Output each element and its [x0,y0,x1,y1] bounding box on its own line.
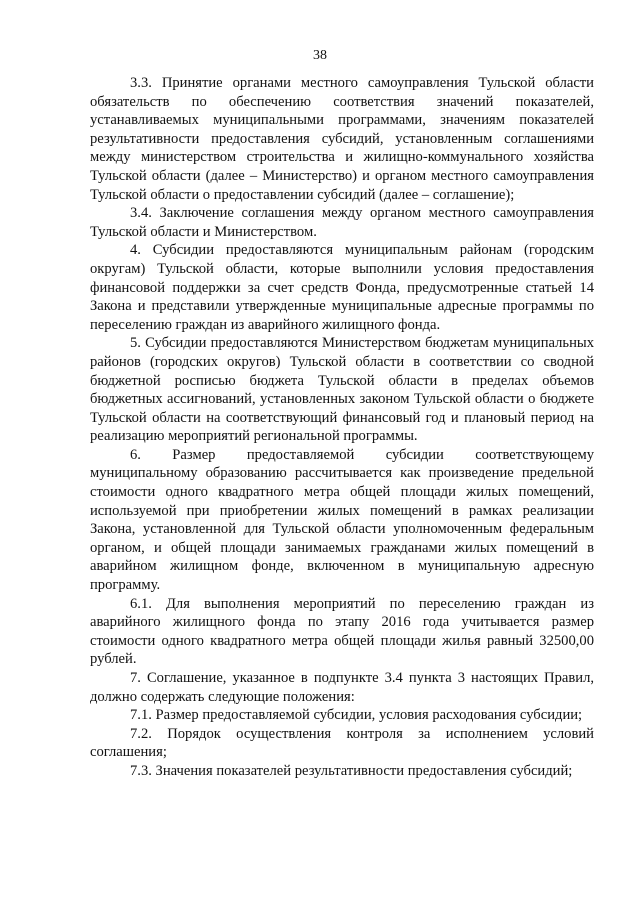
paragraph-7-1: 7.1. Размер предоставляемой субсидии, условия расходования субсидии; [130,707,583,724]
paragraph-5: 5. Субсидии предоставляются Министерством бюджетам муниципальных районов (городских округов) Тульской области в соответствии со сводной бюджетной росписью бюджета Тульской области в пределах объемов бюджетных ассигнований, установленных законом Тульской области о бюджете Тульской области на соответствующий финансовый год и плановый период на реализацию мероприятий региональной программы. [90,335,594,445]
paragraph-6-1: 6.1. Для выполнения мероприятий по переселению граждан из аварийного жилищного фонда по этапу 2016 года учитывается размер стоимости одного квадратного метра общей площади жилья равный 32500,00 рублей. [90,595,594,668]
paragraph-7: 7. Соглашение, указанное в подпункте 3.4 пункта 3 настоящих Правил, должно содержать следующие положения: [90,670,594,705]
paragraph-7-3: 7.3. Значения показателей результативности предоставления субсидий; [130,762,573,779]
paragraph-3-3: 3.3. Принятие органами местного самоуправления Тульской области обязательств по обеспечению соответствия значений показателей, устанавливаемых муниципальными программами, значениям показателей результативности предоставления субсидий, установленным соглашениями между министерством строительства и жилищно-коммунального хозяйства Тульской области (далее – Министерство) и органом местного самоуправления Тульской области о предоставлении субсидий (далее – соглашение); [90,75,594,203]
paragraph-6: 6. Размер предоставляемой субсидии соответствующему муниципальному образованию рассчитывается как произведение предельной стоимости одного квадратного метра общей площади жилых помещений, используемой при приобретении жилых помещений в рамках реализации Закона, установленной для Тульской области уполномоченным федеральным органом, и общей площади занимаемых гражданами жилых помещений в аварийном жилищном фонде, включенном в муниципальную адресную программу. [90,446,594,594]
document-body [90,74,594,781]
page-number: 38 [313,48,327,63]
paragraph-3-4: 3.4. Заключение соглашения между органом местного самоуправления Тульской области и Министерством. [90,205,594,240]
paragraph-7-2: 7.2. Порядок осуществления контроля за исполнением условий соглашения; [90,725,594,761]
paragraph-4: 4. Субсидии предоставляются муниципальным районам (городским округам) Тульской области, которые выполнили условия предоставления финансовой поддержки за счет средств Фонда, предусмотренные статьей 14 Закона и представили утвержденные муниципальные адресные программы по переселению граждан из аварийного жилищного фонда. [90,242,594,333]
